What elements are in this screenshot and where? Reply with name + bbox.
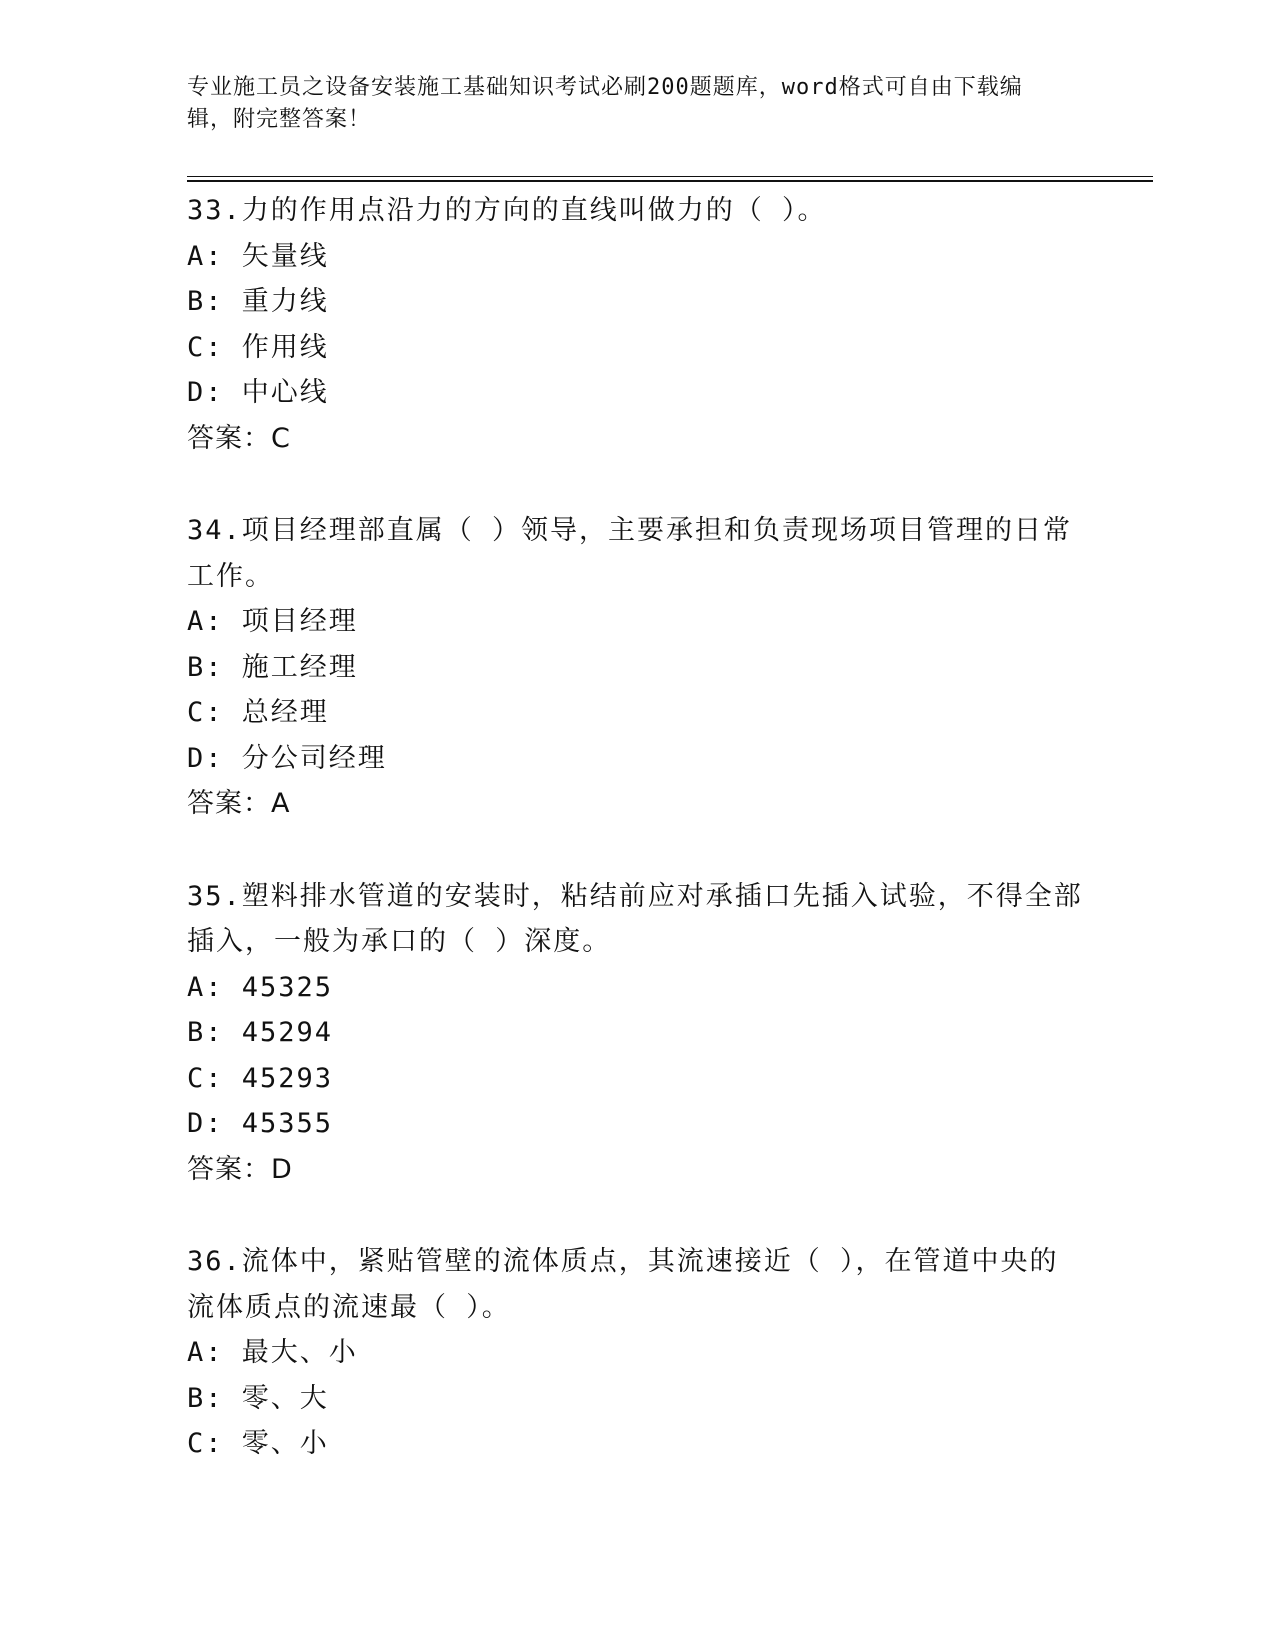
document-header: 专业施工员之设备安装施工基础知识考试必刷200题题库，word格式可自由下载编辑，附完整答案！ xyxy=(187,75,1023,132)
answer-line: 答案：A xyxy=(187,788,291,819)
option-c: C: 零、小 xyxy=(187,1428,329,1459)
option-c: C: 45293 xyxy=(187,1062,334,1094)
option-b: B: 施工经理 xyxy=(187,651,358,683)
answer-line: 答案：D xyxy=(187,1153,293,1185)
option-d: D: 中心线 xyxy=(187,377,329,408)
option-a: A: 最大、小 xyxy=(187,1337,358,1368)
question-stem: 36.流体中，紧贴管壁的流体质点，其流速接近（ ），在管道中央的流体质点的流速最（ ）。 xyxy=(187,1246,1059,1323)
answer-line: 答案：C xyxy=(187,422,291,454)
question-stem: 33.力的作用点沿力的方向的直线叫做力的（ ）。 xyxy=(187,195,827,226)
option-d: D: 分公司经理 xyxy=(187,742,387,774)
question-list xyxy=(187,188,1087,1467)
option-c: C: 作用线 xyxy=(187,331,329,363)
question-35 xyxy=(187,874,1087,1193)
header-divider-thick xyxy=(187,180,1153,182)
option-a: A: 项目经理 xyxy=(187,606,358,637)
option-b: B: 零、大 xyxy=(187,1382,329,1414)
question-stem: 34.项目经理部直属（ ）领导，主要承担和负责现场项目管理的日常工作。 xyxy=(187,515,1073,592)
question-34 xyxy=(187,508,1087,827)
option-c: C: 总经理 xyxy=(187,697,329,728)
option-a: A: 矢量线 xyxy=(187,240,329,272)
option-b: B: 重力线 xyxy=(187,286,329,317)
question-33 xyxy=(187,188,1087,461)
option-d: D: 45355 xyxy=(187,1108,334,1139)
question-stem: 35.塑料排水管道的安装时，粘结前应对承插口先插入试验，不得全部插入，一般为承口的（ ）深度。 xyxy=(187,880,1083,957)
option-a: A: 45325 xyxy=(187,971,334,1003)
header-divider-thin xyxy=(187,176,1153,177)
question-36 xyxy=(187,1239,1087,1467)
option-b: B: 45294 xyxy=(187,1017,334,1048)
